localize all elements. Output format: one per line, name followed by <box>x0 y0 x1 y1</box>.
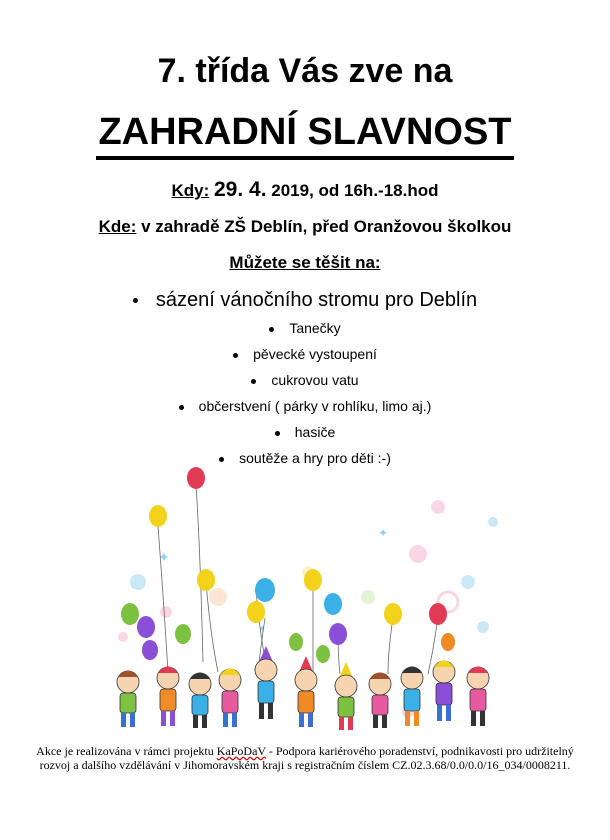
where-line <box>0 217 610 237</box>
balloons <box>121 467 455 663</box>
event-title-text: ZAHRADNÍ SLAVNOST <box>96 108 513 160</box>
project-name: KaPoDaV <box>216 744 266 758</box>
child-figure <box>401 667 423 727</box>
footer-text-post: - Podpora kariérového poradenství, podnikavosti pro udržitelný rozvoj a dalšího vzdělávání v Jihomoravském kraji s registračním číslem CZ.02.3.68/0.0/0.0/16_034/0008211. <box>39 744 574 772</box>
child-figure <box>433 661 455 722</box>
list-item-text: občerstvení ( párky v rohlíku, limo aj.) <box>198 398 432 414</box>
child-figure <box>157 667 179 727</box>
child-figure <box>117 671 139 728</box>
event-title <box>0 108 610 160</box>
when-line <box>0 178 610 202</box>
child-figure <box>335 662 357 730</box>
bullet-icon <box>269 327 274 332</box>
child-figure <box>219 669 241 728</box>
bullet-icon <box>275 431 280 436</box>
list-item <box>0 341 610 367</box>
list-item-text: cukrovou vatu <box>271 372 359 388</box>
svg-text:✦: ✦ <box>378 526 389 540</box>
list-item <box>0 285 610 315</box>
child-figure <box>189 673 211 729</box>
bullet-icon <box>251 379 256 384</box>
child-figure <box>467 667 489 727</box>
child-figure <box>295 656 317 727</box>
when-label: Kdy: <box>171 181 210 200</box>
list-item-text: soutěže a hry pro děti :-) <box>239 450 391 466</box>
child-figure <box>369 673 391 729</box>
where-text: v zahradě ZŠ Deblín, před Oranžovou školkou <box>136 217 512 236</box>
footer-text-pre: Akce je realizována v rámci projektu <box>36 744 217 758</box>
event-list <box>0 285 610 471</box>
list-item <box>0 367 610 393</box>
bullet-icon <box>233 353 238 358</box>
svg-text:✦: ✦ <box>158 549 170 565</box>
list-item-text: pěvecké vystoupení <box>253 346 377 362</box>
look-forward-heading: Můžete se těšit na: <box>229 253 381 272</box>
svg-text:✦: ✦ <box>258 624 267 635</box>
bullet-icon <box>179 405 184 410</box>
child-figure <box>255 646 277 719</box>
list-item <box>0 315 610 341</box>
children-group <box>117 646 489 730</box>
list-item-text: sázení vánočního stromu pro Deblín <box>155 289 478 311</box>
when-time: 2019, od 16h.-18.hod <box>266 181 439 200</box>
list-item <box>0 393 610 419</box>
balloons-and-children-illustration <box>108 462 508 738</box>
bullet-icon <box>133 298 138 303</box>
invitation-heading: 7. třída Vás zve na <box>157 52 453 90</box>
list-item <box>0 419 610 445</box>
where-label: Kde: <box>98 217 137 236</box>
footer-note <box>30 744 580 772</box>
list-item-text: hasiče <box>294 424 336 440</box>
list-item-text: Tanečky <box>289 320 341 336</box>
when-date: 29. 4. <box>214 178 267 201</box>
